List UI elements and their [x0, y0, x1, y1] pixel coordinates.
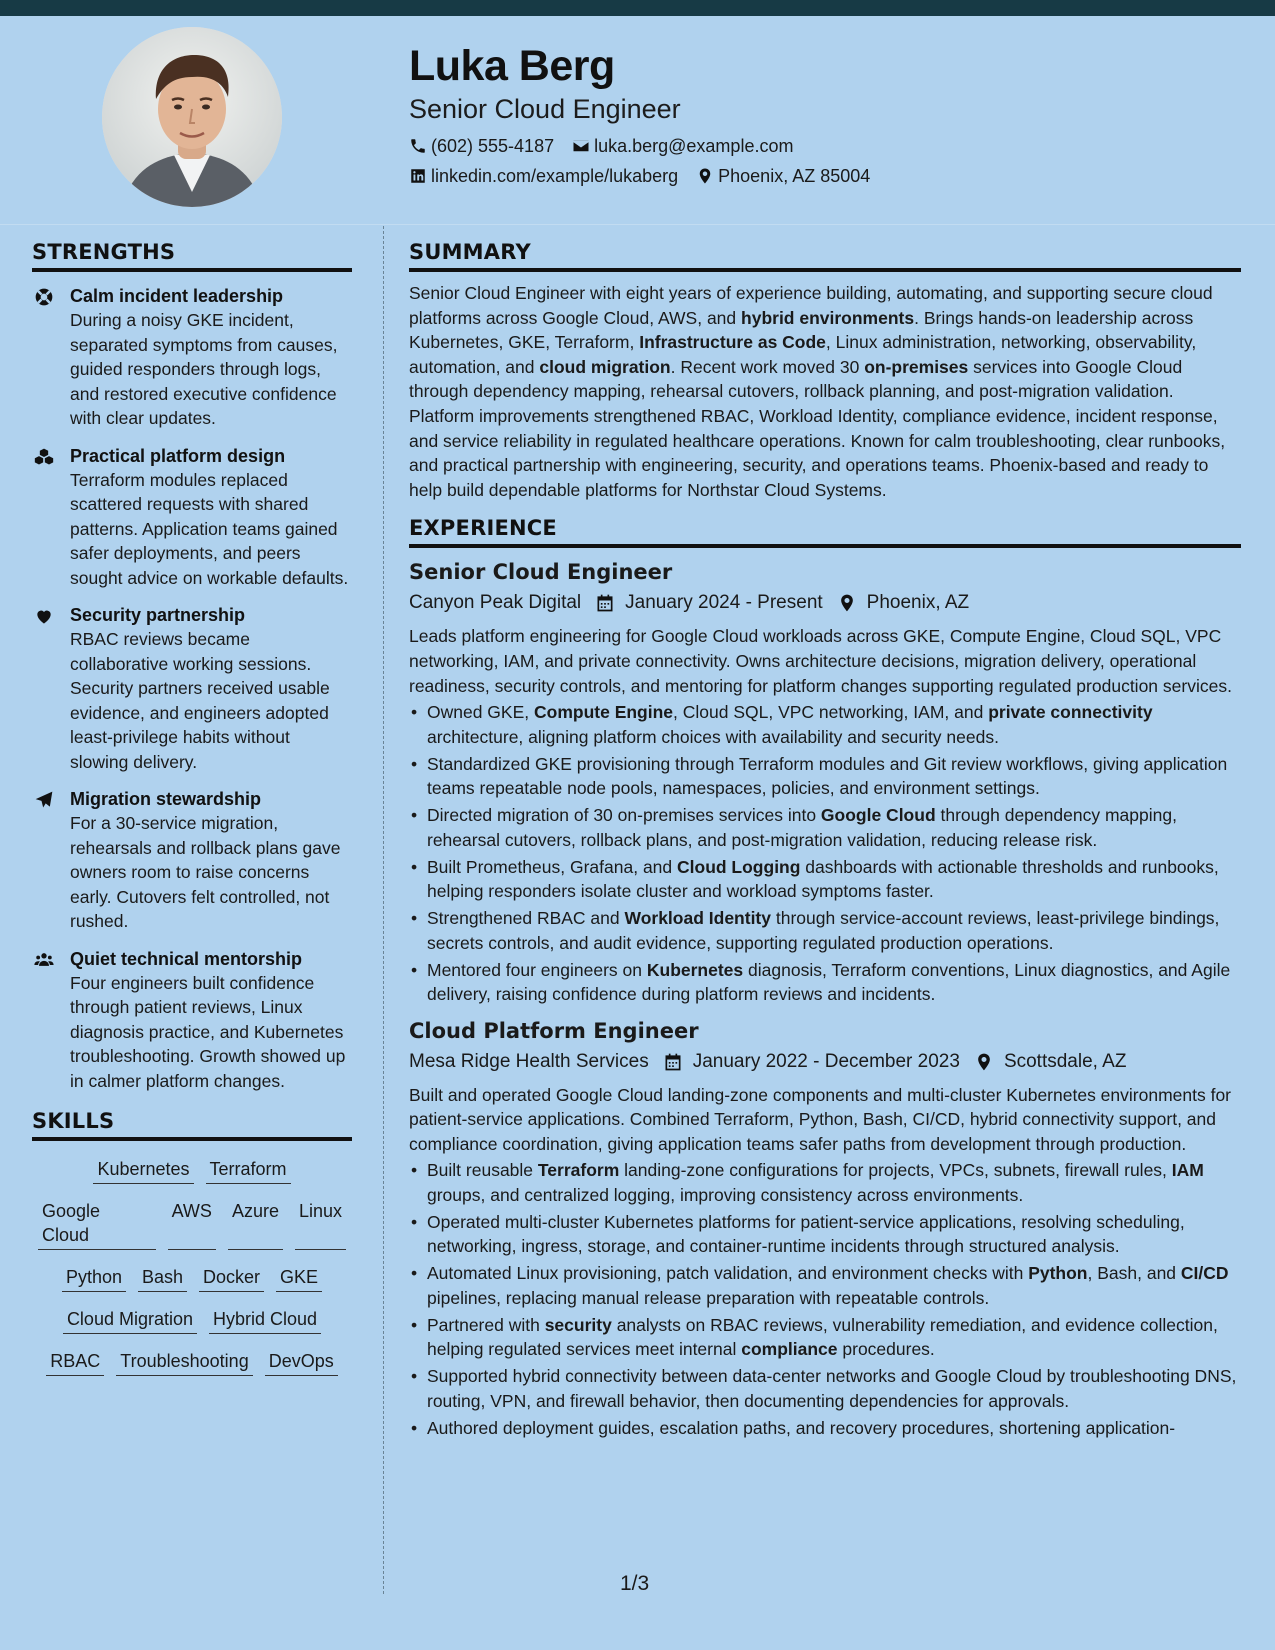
job-bullets: [409, 1158, 1241, 1440]
envelope-icon: [572, 137, 590, 155]
job-title-text: Senior Cloud Engineer: [409, 560, 673, 585]
summary-heading: SUMMARY: [409, 240, 1241, 272]
bullet-item: [409, 803, 1241, 852]
text-segment: Strengthened RBAC and: [427, 908, 625, 929]
emphasis-text: cloud migration: [539, 356, 671, 377]
header-divider: [0, 224, 1275, 225]
emphasis-text: hybrid environments: [741, 307, 915, 328]
text-segment: Partnered with: [427, 1314, 545, 1335]
life-ring-icon: [34, 287, 54, 307]
skill-tag: Python: [62, 1265, 126, 1292]
strength-title: Quiet technical mentorship: [70, 948, 303, 969]
contact-location: [696, 164, 870, 188]
job-title: [409, 1017, 1241, 1045]
skills-list: [32, 1157, 352, 1376]
experience-heading: EXPERIENCE: [409, 516, 1241, 548]
strength-item: [32, 603, 352, 774]
emphasis-text: Python: [1028, 1263, 1088, 1284]
emphasis-text: Cloud Logging: [677, 856, 801, 877]
paper-plane-icon: [34, 790, 54, 810]
strength-description: RBAC reviews became collaborative working sessions. Security partners received usable evidence, and engineers adopted least-privilege habits without slowing delivery.: [70, 629, 330, 772]
text-segment: architecture, aligning platform choices with availability and security needs.: [427, 726, 999, 747]
emphasis-text: Terraform: [537, 1160, 620, 1181]
text-segment: Mentored four engineers on: [427, 959, 647, 980]
emphasis-text: Workload Identity: [624, 908, 771, 929]
bullet-item: [409, 1210, 1241, 1259]
bullet-item: [409, 1364, 1241, 1413]
skill-tag: Kubernetes: [93, 1157, 193, 1184]
candidate-title: Senior Cloud Engineer: [409, 94, 681, 124]
emphasis-text: Kubernetes: [646, 959, 744, 980]
skill-tag: GKE: [276, 1265, 322, 1292]
strength-item: [32, 787, 352, 934]
skill-row: [32, 1307, 352, 1334]
skill-tag: Cloud Migration: [63, 1307, 197, 1334]
skill-row: [32, 1157, 352, 1184]
text-segment: Supported hybrid connectivity between data-center networks and Google Cloud by troubleshooting DNS, routing, VPN, and firewall behavior, then documenting dependencies for approvals.: [427, 1366, 1237, 1411]
emphasis-text: CI/CD: [1180, 1263, 1229, 1284]
text-segment: dashboards with actionable thresholds and runbooks, helping responders isolate cluster and workload symptoms faster.: [427, 856, 1219, 902]
bullet-item: [409, 1158, 1241, 1207]
strength-description: For a 30-service migration, rehearsals and rollback plans gave owners room to raise concerns early. Cutovers felt controlled, not rushed.: [70, 813, 341, 931]
text-segment: Authored deployment guides, escalation paths, and recovery procedures, shortening application-: [427, 1417, 1176, 1438]
skill-tag: Hybrid Cloud: [209, 1307, 321, 1334]
text-segment: , Linux administration, networking, observability, automation, and: [409, 332, 1197, 377]
profile-photo: [102, 27, 282, 207]
top-bar: [0, 0, 1275, 16]
job-title: [409, 558, 1241, 586]
text-segment: , Cloud SQL, VPC networking, IAM, and: [673, 702, 989, 723]
bullet-item: [409, 906, 1241, 955]
location-text: Phoenix, AZ 85004: [718, 166, 871, 186]
text-segment: Owned GKE,: [427, 702, 534, 723]
emphasis-text: Google Cloud: [820, 805, 936, 826]
bullet-item: [409, 1416, 1241, 1441]
text-segment: landing-zone configurations for projects, VPCs, subnets, firewall rules,: [619, 1160, 1172, 1181]
heart-icon: [34, 606, 54, 626]
strength-item: [32, 947, 352, 1094]
text-segment: Operated multi-cluster Kubernetes platforms for patient-service applications, resolving scheduling, networking, ingress, storage, and container-runtime incidents through structured analysis.: [427, 1211, 1185, 1257]
text-segment: Standardized GKE provisioning through Terraform modules and Git review workflows, giving application teams repeatable node pools, namespaces, policies, and environment settings.: [427, 753, 1228, 799]
job-description: Built and operated Google Cloud landing-zone components and multi-cluster Kubernetes environments for patient-service applications. Combined Terraform, Python, Bash, CI/CD, hybrid connectivity support, and compliance coordination, giving application teams safer paths from development through production.: [409, 1084, 1232, 1154]
skill-tag: Linux: [295, 1199, 346, 1250]
bullet-item: [409, 1261, 1241, 1310]
bullet-item: [409, 1313, 1241, 1362]
contact-row-1: [409, 134, 1229, 158]
emphasis-text: Compute Engine: [534, 702, 674, 723]
skill-tag: AWS: [168, 1199, 216, 1250]
experience-list: [409, 558, 1241, 1440]
skill-tag: DevOps: [265, 1349, 338, 1376]
skills-heading: SKILLS: [32, 1109, 352, 1141]
job-company: Canyon Peak Digital: [409, 592, 582, 614]
skill-tag: Bash: [138, 1265, 187, 1292]
strength-item: [32, 284, 352, 431]
emphasis-text: on-premises: [864, 356, 969, 377]
emphasis-text: compliance: [741, 1339, 838, 1360]
strength-description: During a noisy GKE incident, separated symptoms from causes, guided responders through logs, and restored executive confidence with clear updates.: [70, 310, 338, 428]
text-segment: diagnosis, Terraform conventions, Linux diagnostics, and Agile delivery, raising confidence during platform reviews and incidents.: [427, 959, 1231, 1005]
map-pin-icon: [974, 1052, 994, 1072]
contact-email[interactable]: [572, 134, 793, 158]
emphasis-text: Infrastructure as Code: [639, 332, 826, 353]
skill-row: [32, 1199, 352, 1250]
email-text: luka.berg@example.com: [594, 136, 794, 156]
job-meta: [409, 1049, 1241, 1075]
job-location: Scottsdale, AZ: [1003, 1050, 1127, 1072]
candidate-name: Luka Berg: [409, 42, 615, 90]
job-company: Mesa Ridge Health Services: [409, 1050, 649, 1072]
skill-tag: Google Cloud: [38, 1199, 156, 1250]
emphasis-text: private connectivity: [988, 702, 1153, 723]
job-meta: [409, 590, 1241, 616]
text-segment: pipelines, replacing manual release preparation with repeatable controls.: [427, 1287, 990, 1308]
bullet-item: [409, 958, 1241, 1007]
text-segment: Built Prometheus, Grafana, and: [427, 856, 677, 877]
text-segment: Built reusable: [427, 1160, 538, 1181]
job-entry: [409, 1017, 1241, 1441]
strength-title: Migration stewardship: [70, 789, 262, 809]
linkedin-text: linkedin.com/example/lukaberg: [431, 166, 679, 186]
skill-tag: Docker: [199, 1265, 264, 1292]
text-segment: procedures.: [837, 1339, 935, 1360]
job-title-text: Cloud Platform Engineer: [409, 1018, 699, 1043]
job-description: Leads platform engineering for Google Cloud workloads across GKE, Compute Engine, Cloud SQL, VPC networking, IAM, and private connectivity. Owns architecture decisions, migration delivery, operational readiness, security controls, and mentoring for platform changes supporting regulated production services.: [409, 626, 1232, 696]
contact-linkedin[interactable]: [409, 164, 678, 188]
strength-title: Calm incident leadership: [70, 286, 284, 306]
left-column: [32, 240, 352, 1376]
text-segment: . Brings hands-on leadership across Kubernetes, GKE, Terraform,: [409, 307, 1194, 353]
bullet-item: [409, 700, 1241, 749]
page-number: 1/3: [620, 1572, 650, 1595]
right-column: [409, 240, 1241, 1443]
strength-title: Practical platform design: [70, 445, 286, 466]
text-segment: Directed migration of 30 on-premises services into: [427, 805, 821, 826]
bullet-item: [409, 855, 1241, 904]
strength-title: Security partnership: [70, 605, 246, 625]
text-segment: through dependency mapping, rehearsal cutovers, rollback plans, and post-migration validation, reducing release risk.: [427, 805, 1177, 850]
bullet-item: [409, 752, 1241, 801]
skill-tag: RBAC: [46, 1349, 104, 1376]
strength-description: Terraform modules replaced scattered requests with shared patterns. Application teams gained safer deployments, and peers sought advice on workable defaults.: [70, 469, 349, 588]
skill-row: [32, 1265, 352, 1292]
skill-row: [32, 1349, 352, 1376]
job-dates: January 2022 - December 2023: [692, 1050, 960, 1072]
text-segment: Automated Linux provisioning, patch validation, and environment checks with: [427, 1263, 1029, 1284]
phone-icon: [409, 137, 427, 155]
text-segment: analysts on RBAC reviews, vulnerability remediation, and evidence collection, helping regulated services meet internal: [427, 1314, 1218, 1360]
skill-tag: Terraform: [206, 1157, 291, 1184]
emphasis-text: security: [544, 1314, 612, 1335]
strengths-heading: STRENGTHS: [32, 240, 352, 272]
emphasis-text: IAM: [1171, 1160, 1204, 1181]
text-segment: services into Google Cloud through dependency mapping, rehearsal cutovers, rollback planning, and post-migration validation. Platform improvements strengthened RBAC, Workload Identity, compliance evidence, incident response, and service reliability in regulated healthcare operations. Known for calm troubleshooting, clear runbooks, and practical partnership with engineering, security, and operations teams. Phoenix-based and ready to help build dependable platforms for Northstar Cloud Systems.: [409, 356, 1226, 500]
map-pin-icon: [696, 167, 714, 185]
job-location: Phoenix, AZ: [866, 592, 970, 614]
job-bullets: [409, 700, 1241, 1007]
text-segment: groups, and centralized logging, improving consistency across environments.: [427, 1184, 1024, 1205]
text-segment: . Recent work moved 30: [670, 356, 865, 377]
text-segment: Senior Cloud Engineer with eight years of experience building, automating, and supporting secure cloud platforms across Google Cloud, AWS, and: [409, 283, 1213, 328]
strengths-list: [32, 284, 352, 1093]
job-dates: January 2024 - Present: [625, 592, 823, 614]
job-entry: [409, 558, 1241, 1006]
cubes-icon: [34, 447, 54, 467]
phone-text: (602) 555-4187: [431, 136, 555, 156]
strength-description: Four engineers built confidence through patient reviews, Linux diagnosis practice, and Kubernetes troubleshooting. Growth showed up in calmer platform changes.: [70, 972, 346, 1091]
linkedin-icon: [409, 167, 427, 185]
calendar-icon: [663, 1052, 683, 1072]
text-segment: through service-account reviews, least-privilege bindings, secrets controls, and audit evidence, supporting regulated production operations.: [427, 908, 1220, 953]
users-icon: [34, 950, 54, 970]
calendar-icon: [595, 593, 615, 613]
contact-row-2: [409, 164, 1229, 188]
map-pin-icon: [837, 593, 857, 613]
summary-text: [409, 281, 1241, 502]
resume-header: [409, 40, 1229, 188]
skill-tag: Azure: [228, 1199, 283, 1250]
contact-phone[interactable]: [409, 134, 554, 158]
strength-item: [32, 444, 352, 591]
skill-tag: Troubleshooting: [116, 1349, 252, 1376]
column-divider: [383, 226, 384, 1594]
text-segment: , Bash, and: [1087, 1263, 1181, 1284]
